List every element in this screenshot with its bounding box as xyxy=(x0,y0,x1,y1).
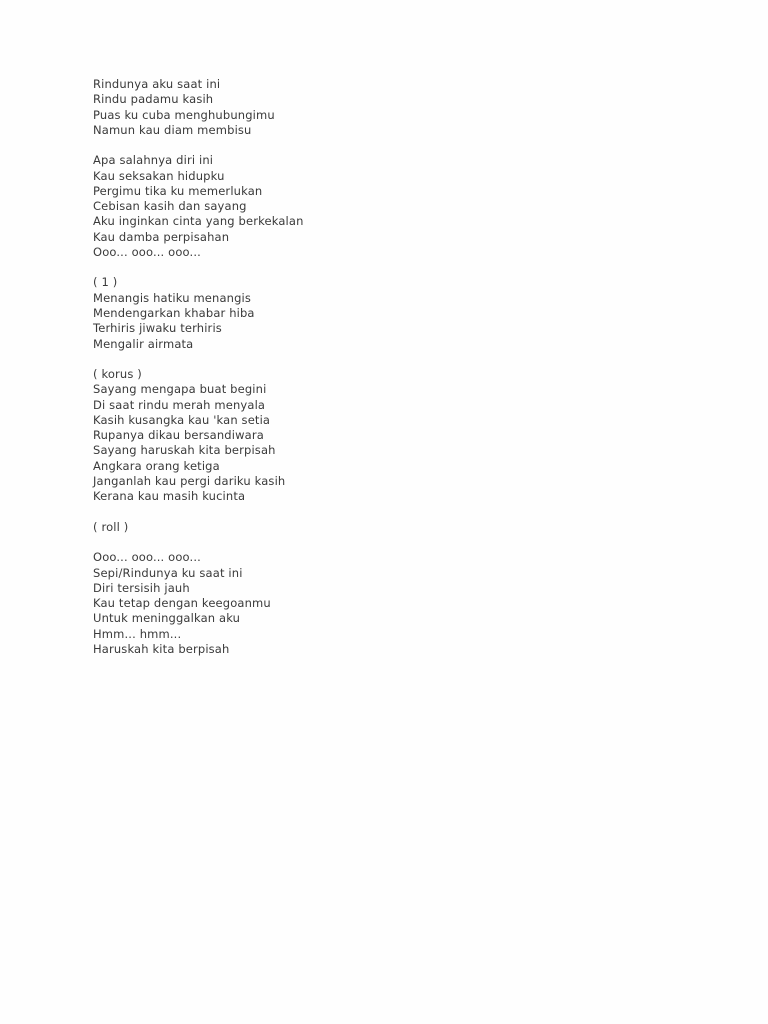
lyric-line: Menangis hatiku menangis xyxy=(93,290,252,305)
lyric-line: Angkara orang ketiga xyxy=(93,458,220,473)
lyric-line: Ooo... ooo... ooo... xyxy=(93,550,201,565)
lyric-line: Kasih kusangka kau 'kan setia xyxy=(93,412,271,427)
lyric-line: Aku inginkan cinta yang berkekalan xyxy=(93,214,304,229)
lyrics-text xyxy=(93,77,304,672)
lyric-line: Rindu padamu kasih xyxy=(93,92,214,107)
lyric-line: Rupanya dikau bersandiwara xyxy=(93,428,264,443)
lyric-line: Di saat rindu merah menyala xyxy=(93,397,266,412)
lyric-line: Terhiris jiwaku terhiris xyxy=(93,321,222,336)
section-label: ( korus ) xyxy=(93,367,142,382)
lyric-line: Kau tetap dengan keegoanmu xyxy=(93,596,271,611)
lyric-line: Ooo... ooo... ooo... xyxy=(93,244,201,259)
lyric-line: Mengalir airmata xyxy=(93,336,194,351)
section-label: ( 1 ) xyxy=(93,275,118,290)
lyric-line: Mendengarkan khabar hiba xyxy=(93,305,255,320)
lyric-line: Sayang haruskah kita berpisah xyxy=(93,443,276,458)
lyric-line: Sepi/Rindunya ku saat ini xyxy=(93,565,243,580)
lyric-line: Rindunya aku saat ini xyxy=(93,77,221,91)
lyric-line: Kau seksakan hidupku xyxy=(93,168,225,183)
lyric-line: Apa salahnya diri ini xyxy=(93,153,214,168)
lyric-line: Cebisan kasih dan sayang xyxy=(93,199,247,214)
stanza-part-1 xyxy=(93,275,304,351)
lyric-line: Puas ku cuba menghubungimu xyxy=(93,107,275,122)
lyric-line: Kau damba perpisahan xyxy=(93,229,230,244)
stanza-verse-1 xyxy=(93,77,304,138)
stanza-outro xyxy=(93,550,304,657)
lyric-line: Sayang mengapa buat begini xyxy=(93,382,267,397)
lyric-line: Namun kau diam membisu xyxy=(93,122,252,137)
lyric-line: Untuk meninggalkan aku xyxy=(93,611,241,626)
lyric-line: Kerana kau masih kucinta xyxy=(93,489,246,504)
stanza-verse-2 xyxy=(93,153,304,260)
stanza-chorus xyxy=(93,367,304,504)
lyric-line: Janganlah kau pergi dariku kasih xyxy=(93,473,286,488)
lyric-line: Diri tersisih jauh xyxy=(93,580,190,595)
section-label: ( roll ) xyxy=(93,519,129,534)
lyric-line: Haruskah kita berpisah xyxy=(93,641,230,656)
stanza-roll xyxy=(93,520,304,535)
lyric-line: Pergimu tika ku memerlukan xyxy=(93,183,263,198)
lyric-line: Hmm... hmm... xyxy=(93,626,182,641)
